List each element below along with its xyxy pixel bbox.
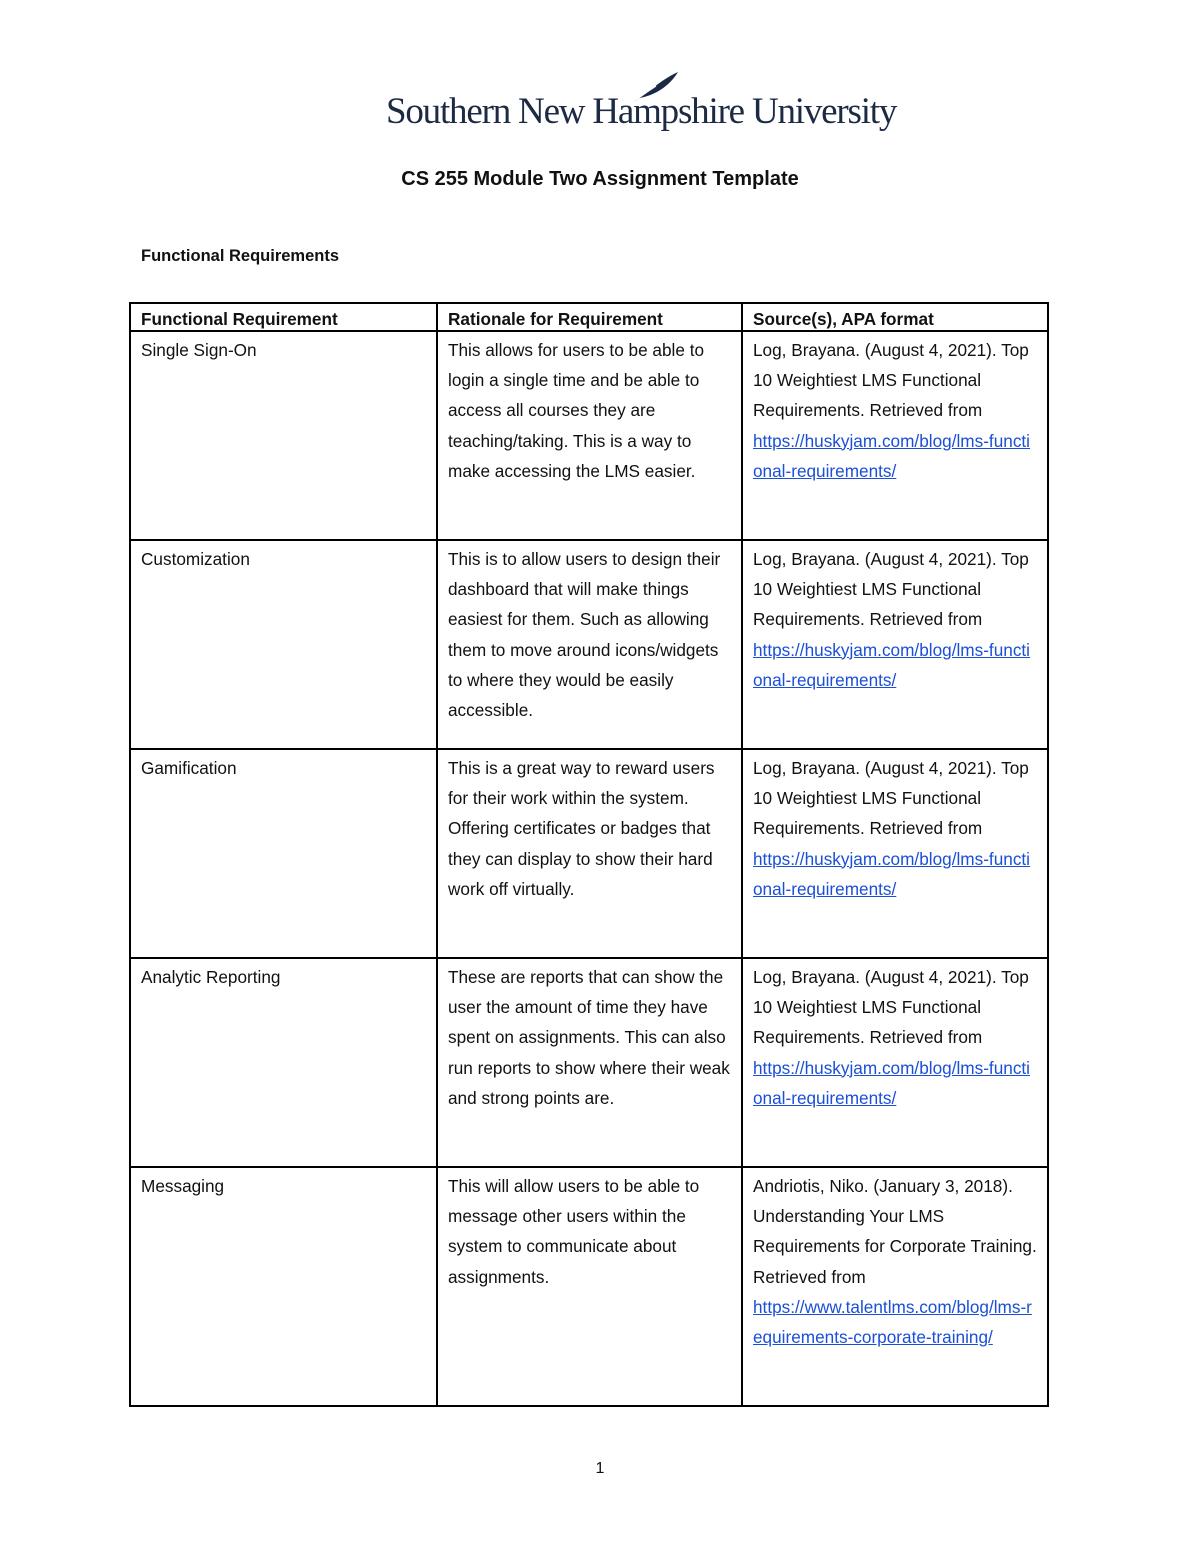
source-link[interactable]: https://huskyjam.com/blog/lms-functional-requirements/ (753, 639, 1031, 690)
source-citation: Andriotis, Niko. (January 3, 2018). Understanding Your LMS Requirements for Corporate Training. Retrieved from (753, 1176, 1037, 1287)
source-cell (742, 958, 1048, 1167)
page-title: CS 255 Module Two Assignment Template (401, 168, 799, 190)
source-cell (742, 1167, 1048, 1406)
logo-wordmark: Southern New Hampshire University (386, 91, 897, 132)
table-row (130, 540, 1048, 749)
rationale-cell: This will allow users to be able to message other users within the system to communicate about assignments. (437, 1167, 742, 1406)
source-cell (742, 749, 1048, 958)
source-citation: Log, Brayana. (August 4, 2021). Top 10 Weightiest LMS Functional Requirements. Retrieved from (753, 549, 1029, 630)
table-row (130, 1167, 1048, 1406)
source-link[interactable]: https://huskyjam.com/blog/lms-functional-requirements/ (753, 848, 1031, 899)
table-row (130, 958, 1048, 1167)
feather-icon (626, 68, 686, 108)
source-link[interactable]: https://huskyjam.com/blog/lms-functional-requirements/ (753, 1057, 1031, 1108)
table-row (130, 331, 1048, 540)
table-header-row (130, 303, 1048, 331)
rationale-cell: This allows for users to be able to login a single time and be able to access all courses they are teaching/taking. This is a way to make accessing the LMS easier. (437, 331, 742, 540)
table-row (130, 749, 1048, 958)
section-heading: Functional Requirements (141, 247, 340, 265)
rationale-cell: This is to allow users to design their dashboard that will make things easiest for them. Such as allowing them to move around icons/widgets to where they would be easily accessible. (437, 540, 742, 749)
requirement-cell: Analytic Reporting (130, 958, 437, 1167)
requirements-table (129, 302, 1049, 1407)
column-header: Rationale for Requirement (437, 303, 742, 331)
rationale-cell: These are reports that can show the user the amount of time they have spent on assignments. This can also run reports to show where their weak and strong points are. (437, 958, 742, 1167)
university-logo (386, 68, 897, 138)
source-citation: Log, Brayana. (August 4, 2021). Top 10 Weightiest LMS Functional Requirements. Retrieved from (753, 967, 1029, 1048)
column-header: Source(s), APA format (742, 303, 1048, 331)
requirement-cell: Single Sign-On (130, 331, 437, 540)
source-link[interactable]: https://huskyjam.com/blog/lms-functional-requirements/ (753, 430, 1031, 481)
requirement-cell: Gamification (130, 749, 437, 958)
column-header: Functional Requirement (130, 303, 437, 331)
requirement-cell: Customization (130, 540, 437, 749)
source-citation: Log, Brayana. (August 4, 2021). Top 10 Weightiest LMS Functional Requirements. Retrieved from (753, 758, 1029, 839)
source-cell (742, 540, 1048, 749)
rationale-cell: This is a great way to reward users for their work within the system. Offering certificates or badges that they can display to show their hard work off virtually. (437, 749, 742, 958)
source-citation: Log, Brayana. (August 4, 2021). Top 10 Weightiest LMS Functional Requirements. Retrieved from (753, 340, 1029, 421)
source-link[interactable]: https://www.talentlms.com/blog/lms-requirements-corporate-training/ (753, 1296, 1032, 1348)
source-cell (742, 331, 1048, 540)
requirement-cell: Messaging (130, 1167, 437, 1406)
page-number: 1 (595, 1460, 605, 1477)
